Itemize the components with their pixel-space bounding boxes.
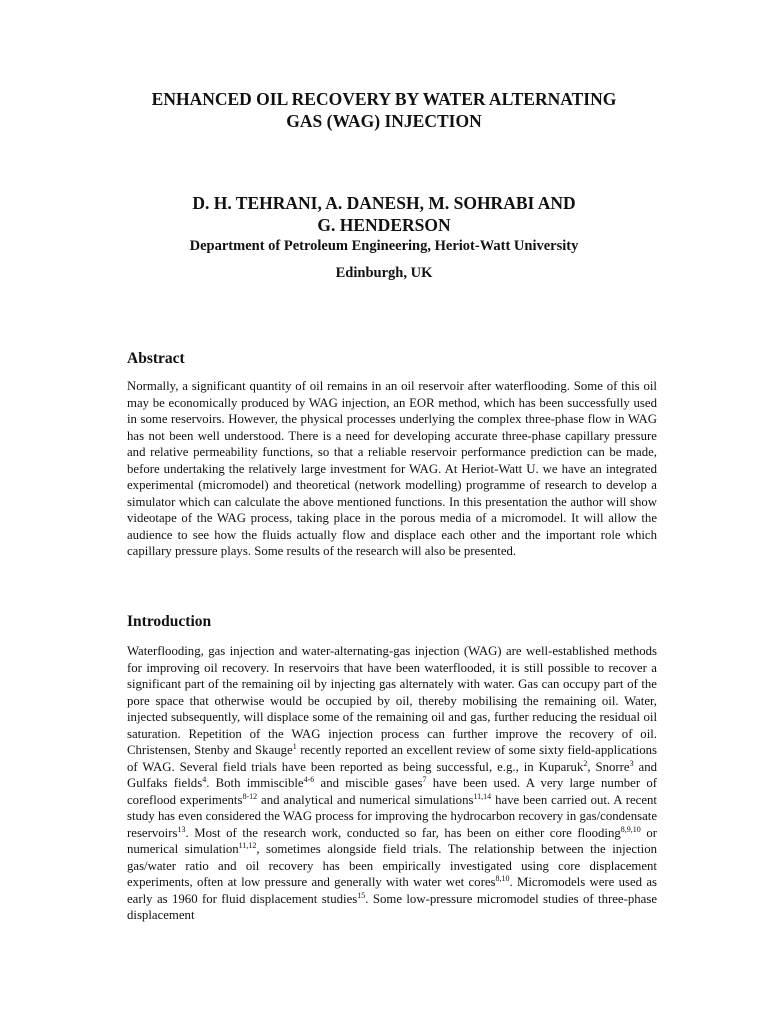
- introduction-text-run: . Micromodels were used as early as 1960 for fluid displacement studies: [127, 875, 658, 906]
- authors-line-1: D. H. TEHRANI, A. DANESH, M. SOHRABI AND: [192, 193, 576, 213]
- title-line-2: GAS (WAG) INJECTION: [286, 111, 482, 131]
- introduction-text-run: . Some low-pressure micromodel studies of three-phase displacement: [127, 891, 657, 922]
- location: Edinburgh, UK: [335, 265, 433, 281]
- title-line-1: ENHANCED OIL RECOVERY BY WATER ALTERNATING: [151, 89, 617, 109]
- introduction-text-run: and Gulfaks fields: [127, 759, 657, 790]
- citation-superscript: 3: [629, 758, 634, 768]
- introduction-text-run: have been used. A very large number of coreflood experiments: [127, 776, 657, 807]
- paper-title: [100, 88, 668, 132]
- citation-superscript: 11,12: [238, 841, 257, 850]
- citation-superscript: 8,10: [495, 874, 510, 883]
- introduction-text-run: and analytical and numerical simulations: [257, 792, 474, 807]
- abstract-text: Normally, a significant quantity of oil remains in an oil reservoir after waterflooding. Some of this oil may be economically produced by WAG injection, an EOR method, which has been successfully used in some reservoirs. However, the physical processes underlying the complex three-phase flow in WAG has not been well understood. There is a need for developing accurate three-phase capillary pressure and relative permeability functions, so that a reliable reservoir performance prediction can be made, before undertaking the relatively large investment for WAG. At Heriot-Watt U. we have an integrated experimental (micromodel) and theoretical (network modelling) programme of research to develop a simulator which can calculate the above mentioned functions. In this presentation the author will show videotape of the WAG process, taking place in the porous media of a micromodel. It will allow the audience to see how the fluids actually flow and displace each other and the important role which capillary pressure plays. Some results of the research will also be presented.: [127, 379, 657, 558]
- citation-superscript: 15: [357, 890, 366, 900]
- citation-superscript: 1: [292, 742, 297, 751]
- citation-superscript: 4: [202, 775, 207, 784]
- introduction-text-run: or numerical simulation: [127, 825, 657, 856]
- introduction-text-run: , Snorre: [587, 759, 630, 774]
- introduction-heading: Introduction: [127, 613, 212, 630]
- author-list: [100, 192, 668, 236]
- introduction-text-run: have been carried out. A recent study has even considered the WAG process for improving the hydrocarbon recovery in gas/condensate reservoirs: [127, 792, 657, 840]
- introduction-text-run: . Most of the research work, conducted so far, has been on either core flooding: [185, 825, 621, 840]
- abstract-heading: Abstract: [127, 350, 185, 367]
- citation-superscript: 13: [177, 824, 186, 834]
- citation-superscript: 11,14: [473, 791, 492, 801]
- citation-superscript: 4-6: [303, 775, 315, 784]
- citation-superscript: 7: [422, 775, 427, 784]
- introduction-text: [127, 643, 657, 924]
- affiliation: Department of Petroleum Engineering, Heriot-Watt University: [189, 238, 579, 254]
- citation-superscript: 8,9,10: [620, 824, 641, 834]
- introduction-text-run: , sometimes alongside field trials. The relationship between the injection gas/water ratio and oil recovery has been empirically investigated using core displacement experiments, often at low pressure and generally with water wet cores: [127, 842, 657, 889]
- introduction-text-run: and miscible gases: [314, 776, 423, 790]
- citation-superscript: 8-12: [242, 791, 258, 801]
- introduction-text-run: . Both immiscible: [206, 776, 304, 790]
- citation-superscript: 2: [583, 758, 588, 768]
- introduction-text-run: recently reported an excellent review of some sixty field-applications of WAG. Several field trials have been reported as being successful, e.g., in Kuparuk: [127, 743, 657, 774]
- introduction-text-run: Waterflooding, gas injection and water-alternating-gas injection (WAG) are well-established methods for improving oil recovery. In reservoirs that have been waterflooded, it is still possible to recover a significant part of the remaining oil by injecting gas alternately with water. Gas can occupy part of the pore space that otherwise would be occupied by oil, thereby mobilising the remaining oil. Water, injected subsequently, will displace some of the remaining oil and gas, further reducing the residual oil saturation. Repetition of the WAG injection process can further improve the recovery of oil. Christensen, Stenby and Skauge: [127, 644, 657, 757]
- authors-line-2: G. HENDERSON: [317, 215, 451, 235]
